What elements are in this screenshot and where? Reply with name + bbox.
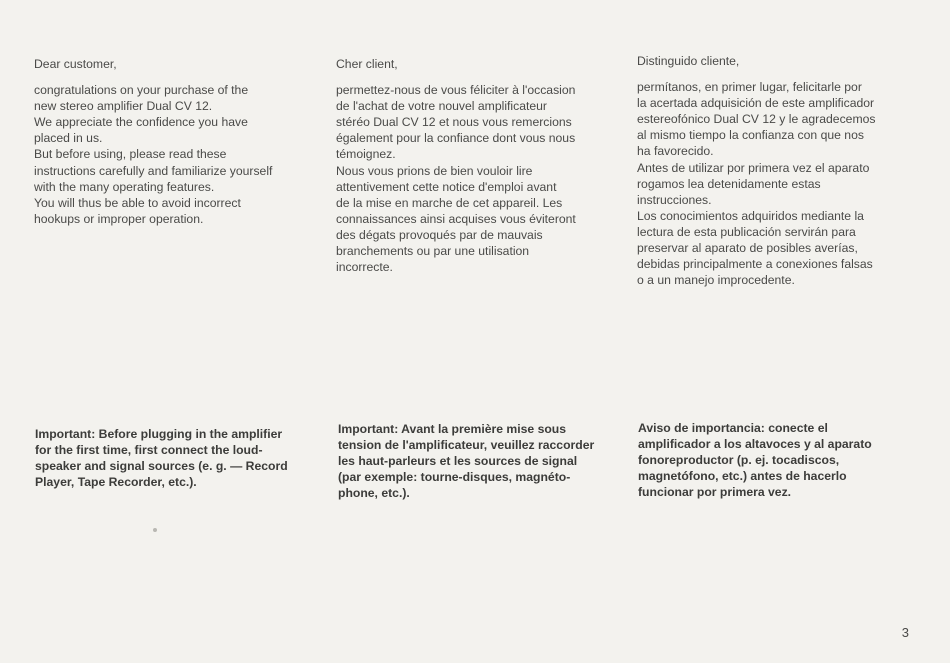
french-intro — [336, 56, 616, 275]
page-number: 3 — [901, 625, 909, 640]
french-note-line: phone, etc.). — [338, 486, 410, 500]
english-note-line: Important: Before plugging in the amplifier — [35, 427, 283, 441]
french-note-line: tension de l'amplificateur, veuillez raccorder — [338, 438, 595, 452]
spanish-line: al mismo tiempo la confianza con que nos — [637, 128, 864, 143]
spanish-line: permítanos, en primer lugar, felicitarle por — [637, 80, 862, 95]
spanish-note-line: fonoreproductor (p. ej. tocadiscos, — [638, 453, 840, 467]
spanish-line: estereofónico Dual CV 12 y le agradecemos — [637, 112, 876, 127]
french-line: stéréo Dual CV 12 et nous vous remercions — [336, 115, 572, 130]
english-line: instructions carefully and familiarize yourself — [34, 163, 273, 178]
french-line: branchements ou par une utilisation — [336, 244, 530, 259]
french-line: incorrecte. — [336, 260, 393, 275]
french-greeting: Cher client, — [336, 57, 398, 71]
english-line: with the many operating features. — [34, 179, 215, 194]
english-line: new stereo amplifier Dual CV 12. — [34, 99, 213, 114]
spanish-line: preservar al aparato de posibles averías, — [637, 241, 858, 256]
spanish-line: Antes de utilizar por primera vez el aparato — [637, 160, 870, 175]
spanish-note-line: magnetófono, etc.) antes de hacerlo — [638, 469, 847, 483]
spanish-line: rogamos lea detenidamente estas — [637, 176, 821, 191]
english-note-line: for the first time, first connect the loud- — [35, 443, 263, 457]
french-important-note — [338, 421, 618, 501]
french-line: de l'achat de votre nouvel amplificateur — [336, 99, 547, 114]
english-greeting: Dear customer, — [34, 57, 117, 71]
french-note-line: Important: Avant la première mise sous — [338, 422, 567, 436]
french-line: également pour la confiance dont vous nous — [336, 131, 576, 146]
french-line: connaissances ainsi acquises vous éviteront — [336, 211, 576, 226]
spanish-line: o a un manejo improcedente. — [637, 273, 795, 288]
french-note-line: les haut-parleurs et les sources de signal — [338, 454, 578, 468]
spanish-important-note — [638, 420, 928, 500]
french-line: témoignez. — [336, 147, 396, 162]
french-line: de la mise en marche de cet appareil. Les — [336, 195, 563, 210]
french-note-line: (par exemple: tourne-disques, magnéto- — [338, 470, 571, 484]
french-line: attentivement cette notice d'emploi avant — [336, 179, 557, 194]
spanish-line: la acertada adquisición de este amplificador — [637, 96, 875, 111]
spanish-line: debidas principalmente a conexiones falsas — [637, 257, 873, 272]
spanish-line: Los conocimientos adquiridos mediante la — [637, 208, 864, 223]
english-line: But before using, please read these — [34, 147, 227, 162]
spanish-note-line: funcionar por primera vez. — [638, 485, 792, 499]
english-line: congratulations on your purchase of the — [34, 83, 249, 98]
english-line: placed in us. — [34, 131, 103, 146]
spanish-greeting: Distinguido cliente, — [637, 54, 740, 68]
english-line: You will thus be able to avoid incorrect — [34, 195, 241, 210]
english-line: hookups or improper operation. — [34, 211, 204, 226]
spanish-line: ha favorecido. — [637, 144, 714, 159]
english-important-note — [35, 426, 315, 490]
english-note-line: Player, Tape Recorder, etc.). — [35, 475, 197, 489]
english-intro — [34, 56, 314, 227]
spanish-line: lectura de esta publicación servirán para — [637, 224, 856, 239]
french-line: permettez-nous de vous féliciter à l'occasion — [336, 83, 576, 98]
spanish-intro — [637, 53, 927, 288]
english-note-line: speaker and signal sources (e. g. — Record — [35, 459, 288, 473]
paper-speck — [153, 528, 157, 532]
french-line: Nous vous prions de bien vouloir lire — [336, 163, 533, 178]
spanish-line: instrucciones. — [637, 192, 712, 207]
french-line: des dégats provoqués par de mauvais — [336, 227, 543, 242]
spanish-note-line: amplificador a los altavoces y al aparato — [638, 437, 872, 451]
spanish-note-line: Aviso de importancia: conecte el — [638, 421, 828, 435]
english-line: We appreciate the confidence you have — [34, 115, 248, 130]
